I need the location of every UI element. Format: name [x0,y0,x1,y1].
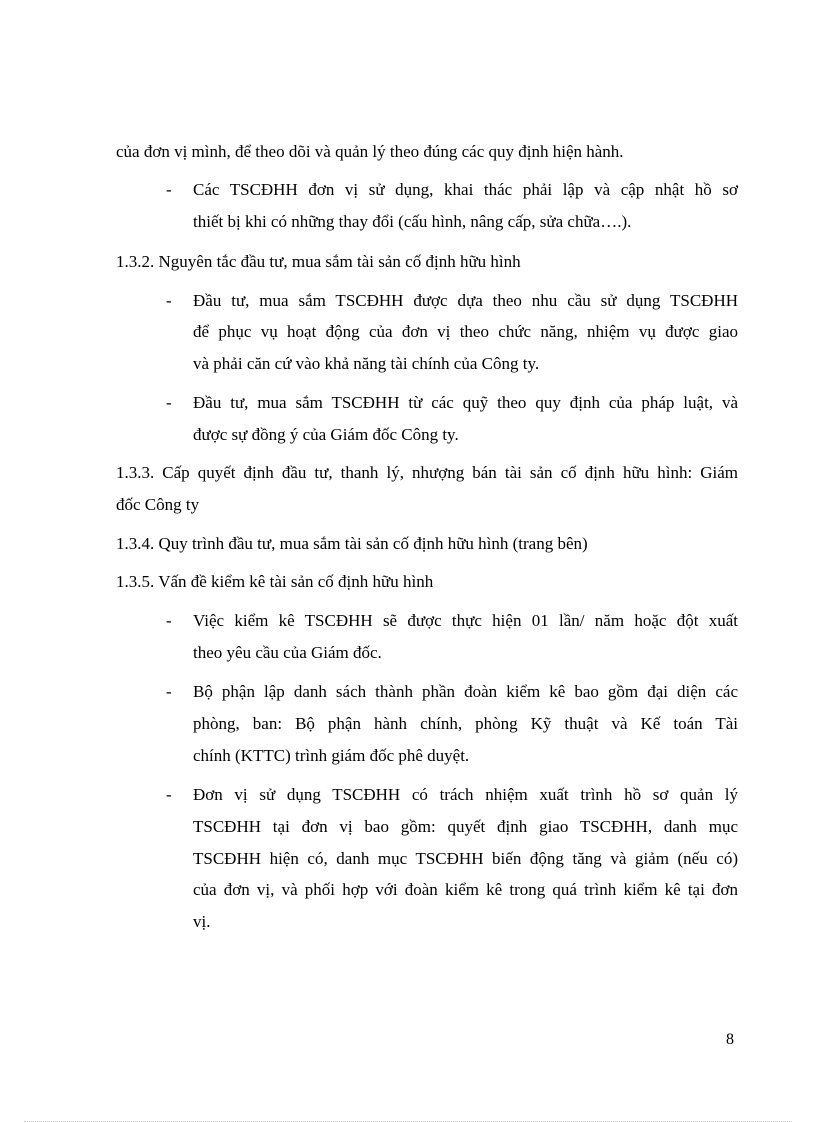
text-line: Bộ phận lập danh sách thành phần đoàn kiểm kê bao gồm đại diện các [193,682,738,701]
text-line: để phục vụ hoạt động của đơn vị theo chức năng, nhiệm vụ được giao [193,322,738,341]
bullet-dash: - [166,682,172,701]
text-line: của đơn vị, và phối hợp với đoàn kiểm kê trong quá trình kiểm kê tại đơn [193,880,738,899]
bullet-dash: - [166,393,172,412]
text-line: TSCĐHH tại đơn vị bao gồm: quyết định giao TSCĐHH, danh mục [193,817,738,836]
bullet-dash: - [166,291,172,310]
bullet-dash: - [166,180,172,199]
text-line: Đầu tư, mua sắm TSCĐHH từ các quỹ theo quy định của pháp luật, và [193,393,738,412]
text-line: của đơn vị mình, để theo dõi và quản lý theo đúng các quy định hiện hành. [116,142,624,161]
bullet-dash: - [166,785,172,804]
text-line: thiết bị khi có những thay đổi (cấu hình, nâng cấp, sửa chữa….). [193,212,632,231]
text-line: và phải căn cứ vào khả năng tài chính của Công ty. [193,354,540,373]
section-heading: 1.3.2. Nguyên tắc đầu tư, mua sắm tài sản cố định hữu hình [116,252,521,271]
text-line: theo yêu cầu của Giám đốc. [193,643,382,662]
text-line: Đầu tư, mua sắm TSCĐHH được dựa theo nhu cầu sử dụng TSCĐHH [193,291,738,310]
section-heading: 1.3.5. Vấn đề kiểm kê tài sản cố định hữu hình [116,572,434,591]
page-bottom-divider [24,1121,792,1122]
text-line: đốc Công ty [116,495,200,514]
text-line: chính (KTTC) trình giám đốc phê duyệt. [193,746,470,765]
text-line: phòng, ban: Bộ phận hành chính, phòng Kỹ thuật và Kế toán Tài [193,714,738,733]
text-line: vị. [193,912,211,931]
page-number: 8 [726,1031,734,1048]
text-line: Đơn vị sử dụng TSCĐHH có trách nhiệm xuất trình hồ sơ quản lý [193,785,738,804]
text-line: được sự đồng ý của Giám đốc Công ty. [193,425,459,444]
section-heading: 1.3.4. Quy trình đầu tư, mua sắm tài sản cố định hữu hình (trang bên) [116,534,588,553]
text-line: Các TSCĐHH đơn vị sử dụng, khai thác phải lập và cập nhật hồ sơ [193,180,738,199]
text-line: Việc kiểm kê TSCĐHH sẽ được thực hiện 01 lần/ năm hoặc đột xuất [193,611,738,630]
section-heading: 1.3.3. Cấp quyết định đầu tư, thanh lý, nhượng bán tài sản cố định hữu hình: Giám [116,463,738,482]
bullet-dash: - [166,611,172,630]
text-line: TSCĐHH hiện có, danh mục TSCĐHH biến động tăng và giảm (nếu có) [193,849,738,868]
